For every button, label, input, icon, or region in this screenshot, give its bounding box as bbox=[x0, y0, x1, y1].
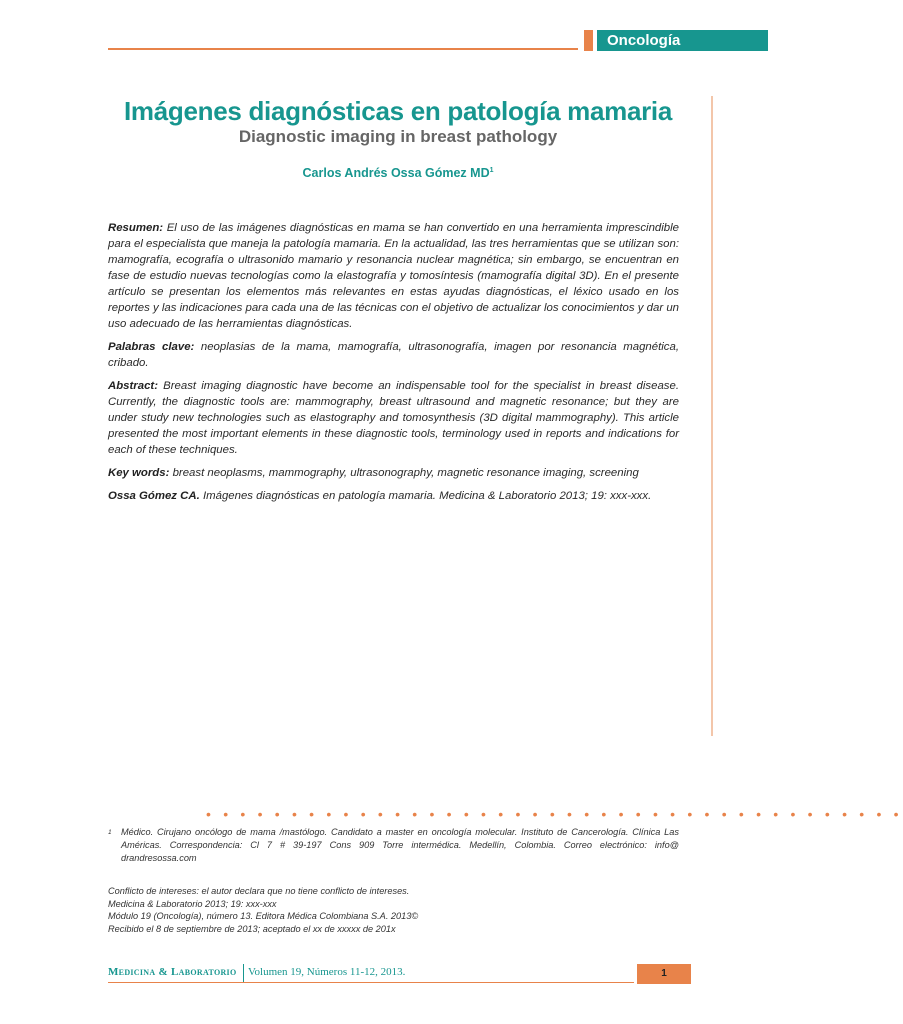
abstract-section bbox=[108, 220, 679, 511]
citation-paragraph bbox=[108, 488, 679, 504]
author-name: Carlos Andrés Ossa Gómez MD bbox=[302, 166, 490, 180]
keywords-paragraph bbox=[108, 465, 679, 481]
article-author bbox=[108, 166, 688, 180]
abstract-label: Abstract: bbox=[108, 380, 159, 392]
citation-label: Ossa Gómez CA. bbox=[108, 490, 200, 502]
page-number: 1 bbox=[637, 964, 691, 984]
footer-rule bbox=[108, 982, 634, 983]
keywords-label: Key words: bbox=[108, 467, 170, 479]
section-label: Oncología bbox=[597, 30, 768, 51]
resumen-paragraph bbox=[108, 220, 679, 332]
journal-reference: Medicina & Laboratorio 2013; 19: xxx-xxx bbox=[108, 898, 277, 909]
citation-text: Imágenes diagnósticas en patología mamaria. Medicina & Laboratorio 2013; 19: xxx-xxx. bbox=[199, 490, 652, 502]
author-note-mark: 1 bbox=[489, 166, 494, 174]
article-info bbox=[108, 885, 679, 935]
conflict-of-interest: Conflicto de intereses: el autor declara que no tiene conflicto de intereses. bbox=[108, 886, 410, 896]
footer-volume: Volumen 19, Números 11-12, 2013. bbox=[248, 966, 406, 978]
article-title: Imágenes diagnósticas en patología mamaria bbox=[123, 96, 673, 126]
footer-journal-name: Medicina & Laboratorio bbox=[108, 966, 237, 978]
palabras-clave-text: neoplasias de la mama, mamografía, ultrasonografía, imagen por resonancia magnética, cribado. bbox=[108, 341, 679, 369]
keywords-text: breast neoplasms, mammography, ultrasonography, magnetic resonance imaging, screening bbox=[169, 467, 639, 479]
margin-rule bbox=[711, 96, 713, 736]
abstract-paragraph bbox=[108, 378, 679, 458]
palabras-clave-paragraph bbox=[108, 339, 679, 371]
footnote-separator: • • • • • • • • • • • • • • • • • • • • • • • • • • • • • • • • • • • • • • • • • bbox=[206, 806, 903, 822]
footer-divider bbox=[243, 964, 244, 982]
header-rule bbox=[108, 48, 578, 50]
palabras-clave-label: Palabras clave: bbox=[108, 341, 195, 353]
footnote-text: Médico. Cirujano oncólogo de mama /mastólogo. Candidato a master en oncología molecular. Instituto de Cancerología. Clínica Las Américas. Correspondencia: Cl 7 # 39-197 Cons 909 Torre intermédica. Medellín, Colombia. Correo electrónico: info@ drandresossa.com bbox=[121, 827, 679, 863]
section-accent-bar bbox=[584, 30, 593, 51]
footnote-mark: 1 bbox=[108, 829, 112, 836]
article-subtitle: Diagnostic imaging in breast pathology bbox=[238, 127, 558, 146]
module-info: Módulo 19 (Oncología), número 13. Editora Médica Colombiana S.A. 2013© bbox=[108, 911, 419, 921]
resumen-label: Resumen: bbox=[108, 222, 164, 234]
received-dates: Recibido el 8 de septiembre de 2013; aceptado el xx de xxxxx de 201x bbox=[108, 923, 396, 934]
resumen-text: El uso de las imágenes diagnósticas en mama se han convertido en una herramienta imprescindible para el especialista que maneja la patología mamaria. En la actualidad, las tres herramientas que se utilizan son: mamografía, ecografía o ultrasonido mamario y resonancia nuclear magnética; sin embargo, se encuentran en fase de estudio nuevas tecnologías como la elastografía y tomosíntesis (mamografía digital 3D). En el presente artículo se presentan los elementos más relevantes en estas ayudas diagnósticas, el léxico usado en los reportes y las indicaciones para cada una de las técnicas con el objetivo de actualizar los conocimientos y dar un uso adecuado de las herramientas diagnósticas. bbox=[108, 222, 679, 330]
author-footnote bbox=[108, 826, 679, 865]
abstract-text: Breast imaging diagnostic have become an indispensable tool for the specialist in breast disease. Currently, the diagnostic tools are: mammography, breast ultrasound and magnetic resonance; but they are under study new technologies such as elastography and tomosynthesis (3D digital mammography). This article presented the most important elements in these diagnostic tools, terminology used in reports and indications for each of these techniques. bbox=[108, 380, 679, 456]
